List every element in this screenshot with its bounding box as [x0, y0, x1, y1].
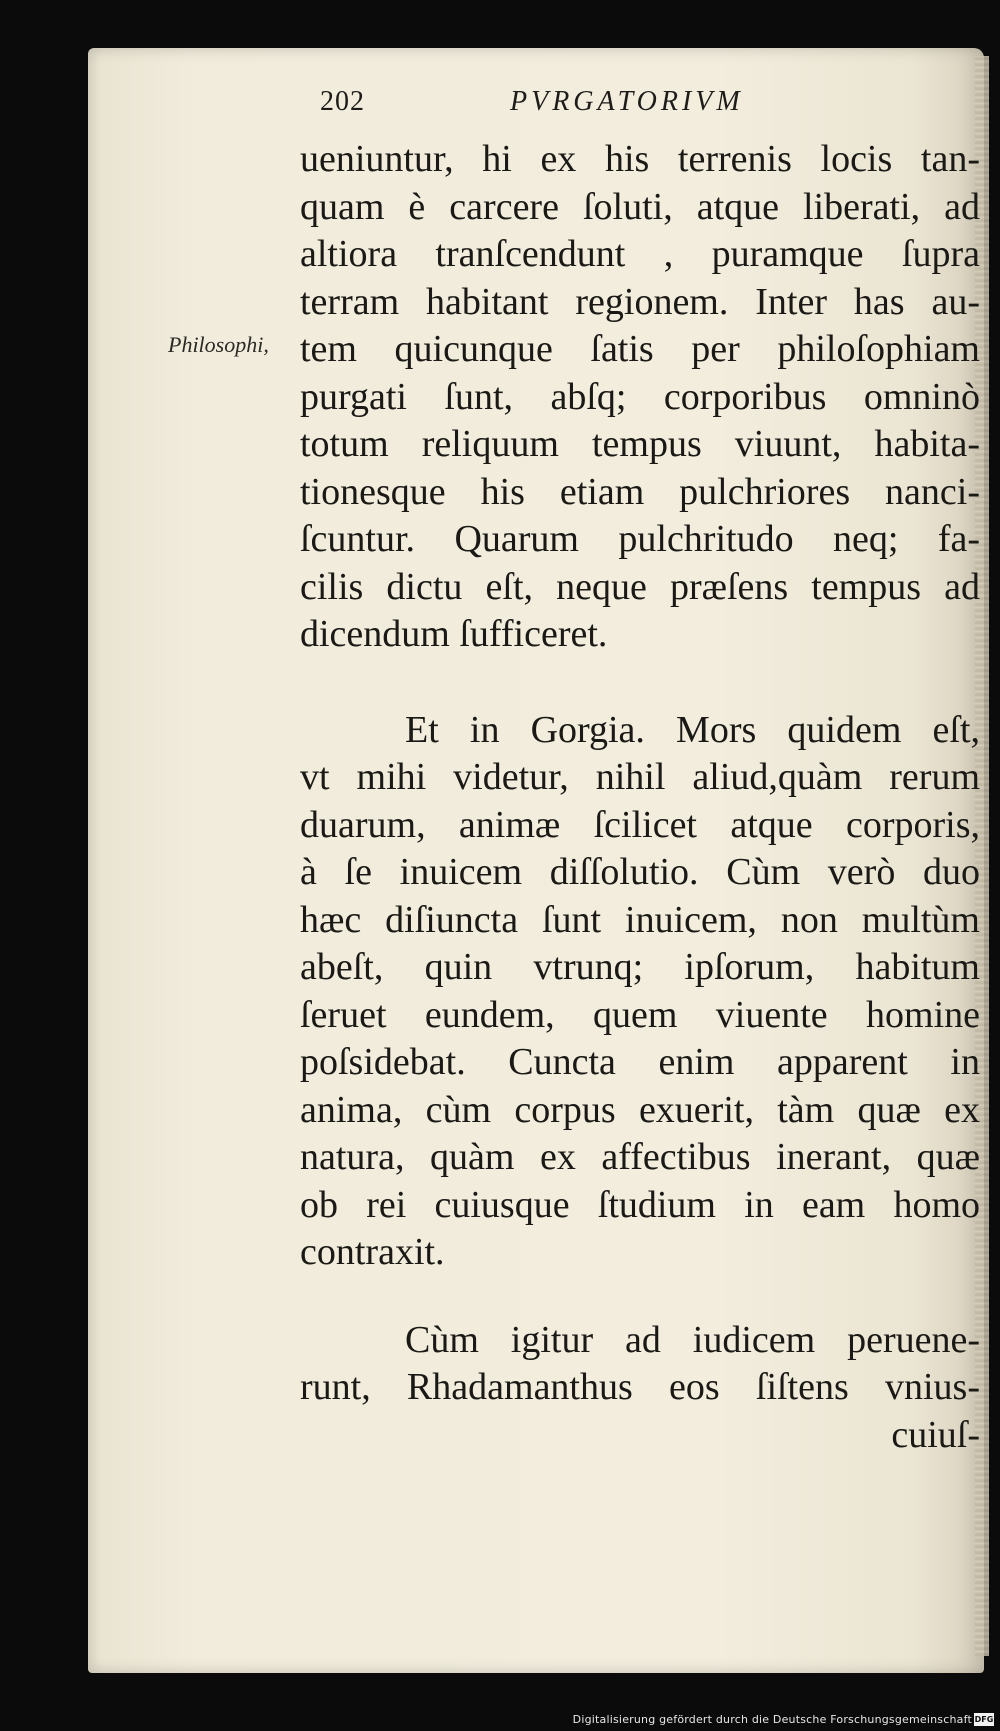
text-line: ſcuntur. Quarum pulchritudo neq; fa-: [300, 518, 980, 560]
text-line: abeſt, quin vtrunq; ipſorum, habitum: [300, 946, 980, 988]
text-line: poſsidebat. Cuncta enim apparent in: [300, 1041, 980, 1083]
text-line: altiora tranſcendunt , puramque ſupra: [300, 233, 980, 275]
text-line: duarum, animæ ſcilicet atque corporis,: [300, 803, 980, 846]
page-header: [320, 86, 840, 120]
text-line: Cùm igitur ad iudicem peruene-: [405, 1318, 980, 1361]
text-line: natura, quàm ex affectibus inerant, quæ: [300, 1136, 980, 1178]
catchword: cuiuſ-: [891, 1413, 980, 1456]
text-line: totum reliquum tempus viuunt, habita-: [300, 423, 980, 465]
margin-note: Philosophi,: [168, 332, 269, 357]
text-line: dicendum ſufficeret.: [300, 613, 608, 655]
body-text: [300, 136, 980, 1459]
text-line: tem quicunque ſatis per philoſophiam: [300, 328, 980, 370]
text-line: purgati ſunt, abſq; corporibus omninò: [300, 375, 980, 418]
text-line: ob rei cuiusque ſtudium in eam homo: [300, 1183, 980, 1226]
dfg-logo-icon: DFG: [974, 1715, 994, 1724]
text-line: contraxit.: [300, 1231, 445, 1273]
text-line: à ſe inuicem diſſolutio. Cùm verò duo: [300, 851, 980, 893]
text-line: terram habitant regionem. Inter has au-: [300, 280, 980, 323]
text-line: tionesque his etiam pulchriores nanci-: [300, 470, 980, 513]
page-number: 202: [320, 86, 365, 117]
text-line: cilis dictu eſt, neque præſens tempus ad: [300, 565, 980, 608]
text-line: hæc diſiuncta ſunt inuicem, non multùm: [300, 898, 980, 941]
text-line: runt, Rhadamanthus eos ſiſtens vnius-: [300, 1366, 980, 1408]
text-line: ſeruet eundem, quem viuente homine: [300, 993, 980, 1036]
footer-credit: Digitalisierung gefördert durch die Deutsche Forschungsgemeinschaft: [572, 1713, 972, 1726]
text-line: ueniuntur, hi ex his terrenis locis tan-: [300, 138, 980, 180]
text-line: anima, cùm corpus exuerit, tàm quæ ex: [300, 1088, 980, 1131]
running-head: PVRGATORIVM: [510, 86, 744, 117]
text-line: quam è carcere ſoluti, atque liberati, ad: [300, 185, 980, 228]
paragraph-gap: [300, 659, 980, 707]
text-line: Et in Gorgia. Mors quidem eſt,: [405, 708, 980, 751]
paragraph-gap: [300, 1277, 980, 1317]
text-line: vt mihi videtur, nihil aliud,quàm rerum: [300, 756, 980, 798]
